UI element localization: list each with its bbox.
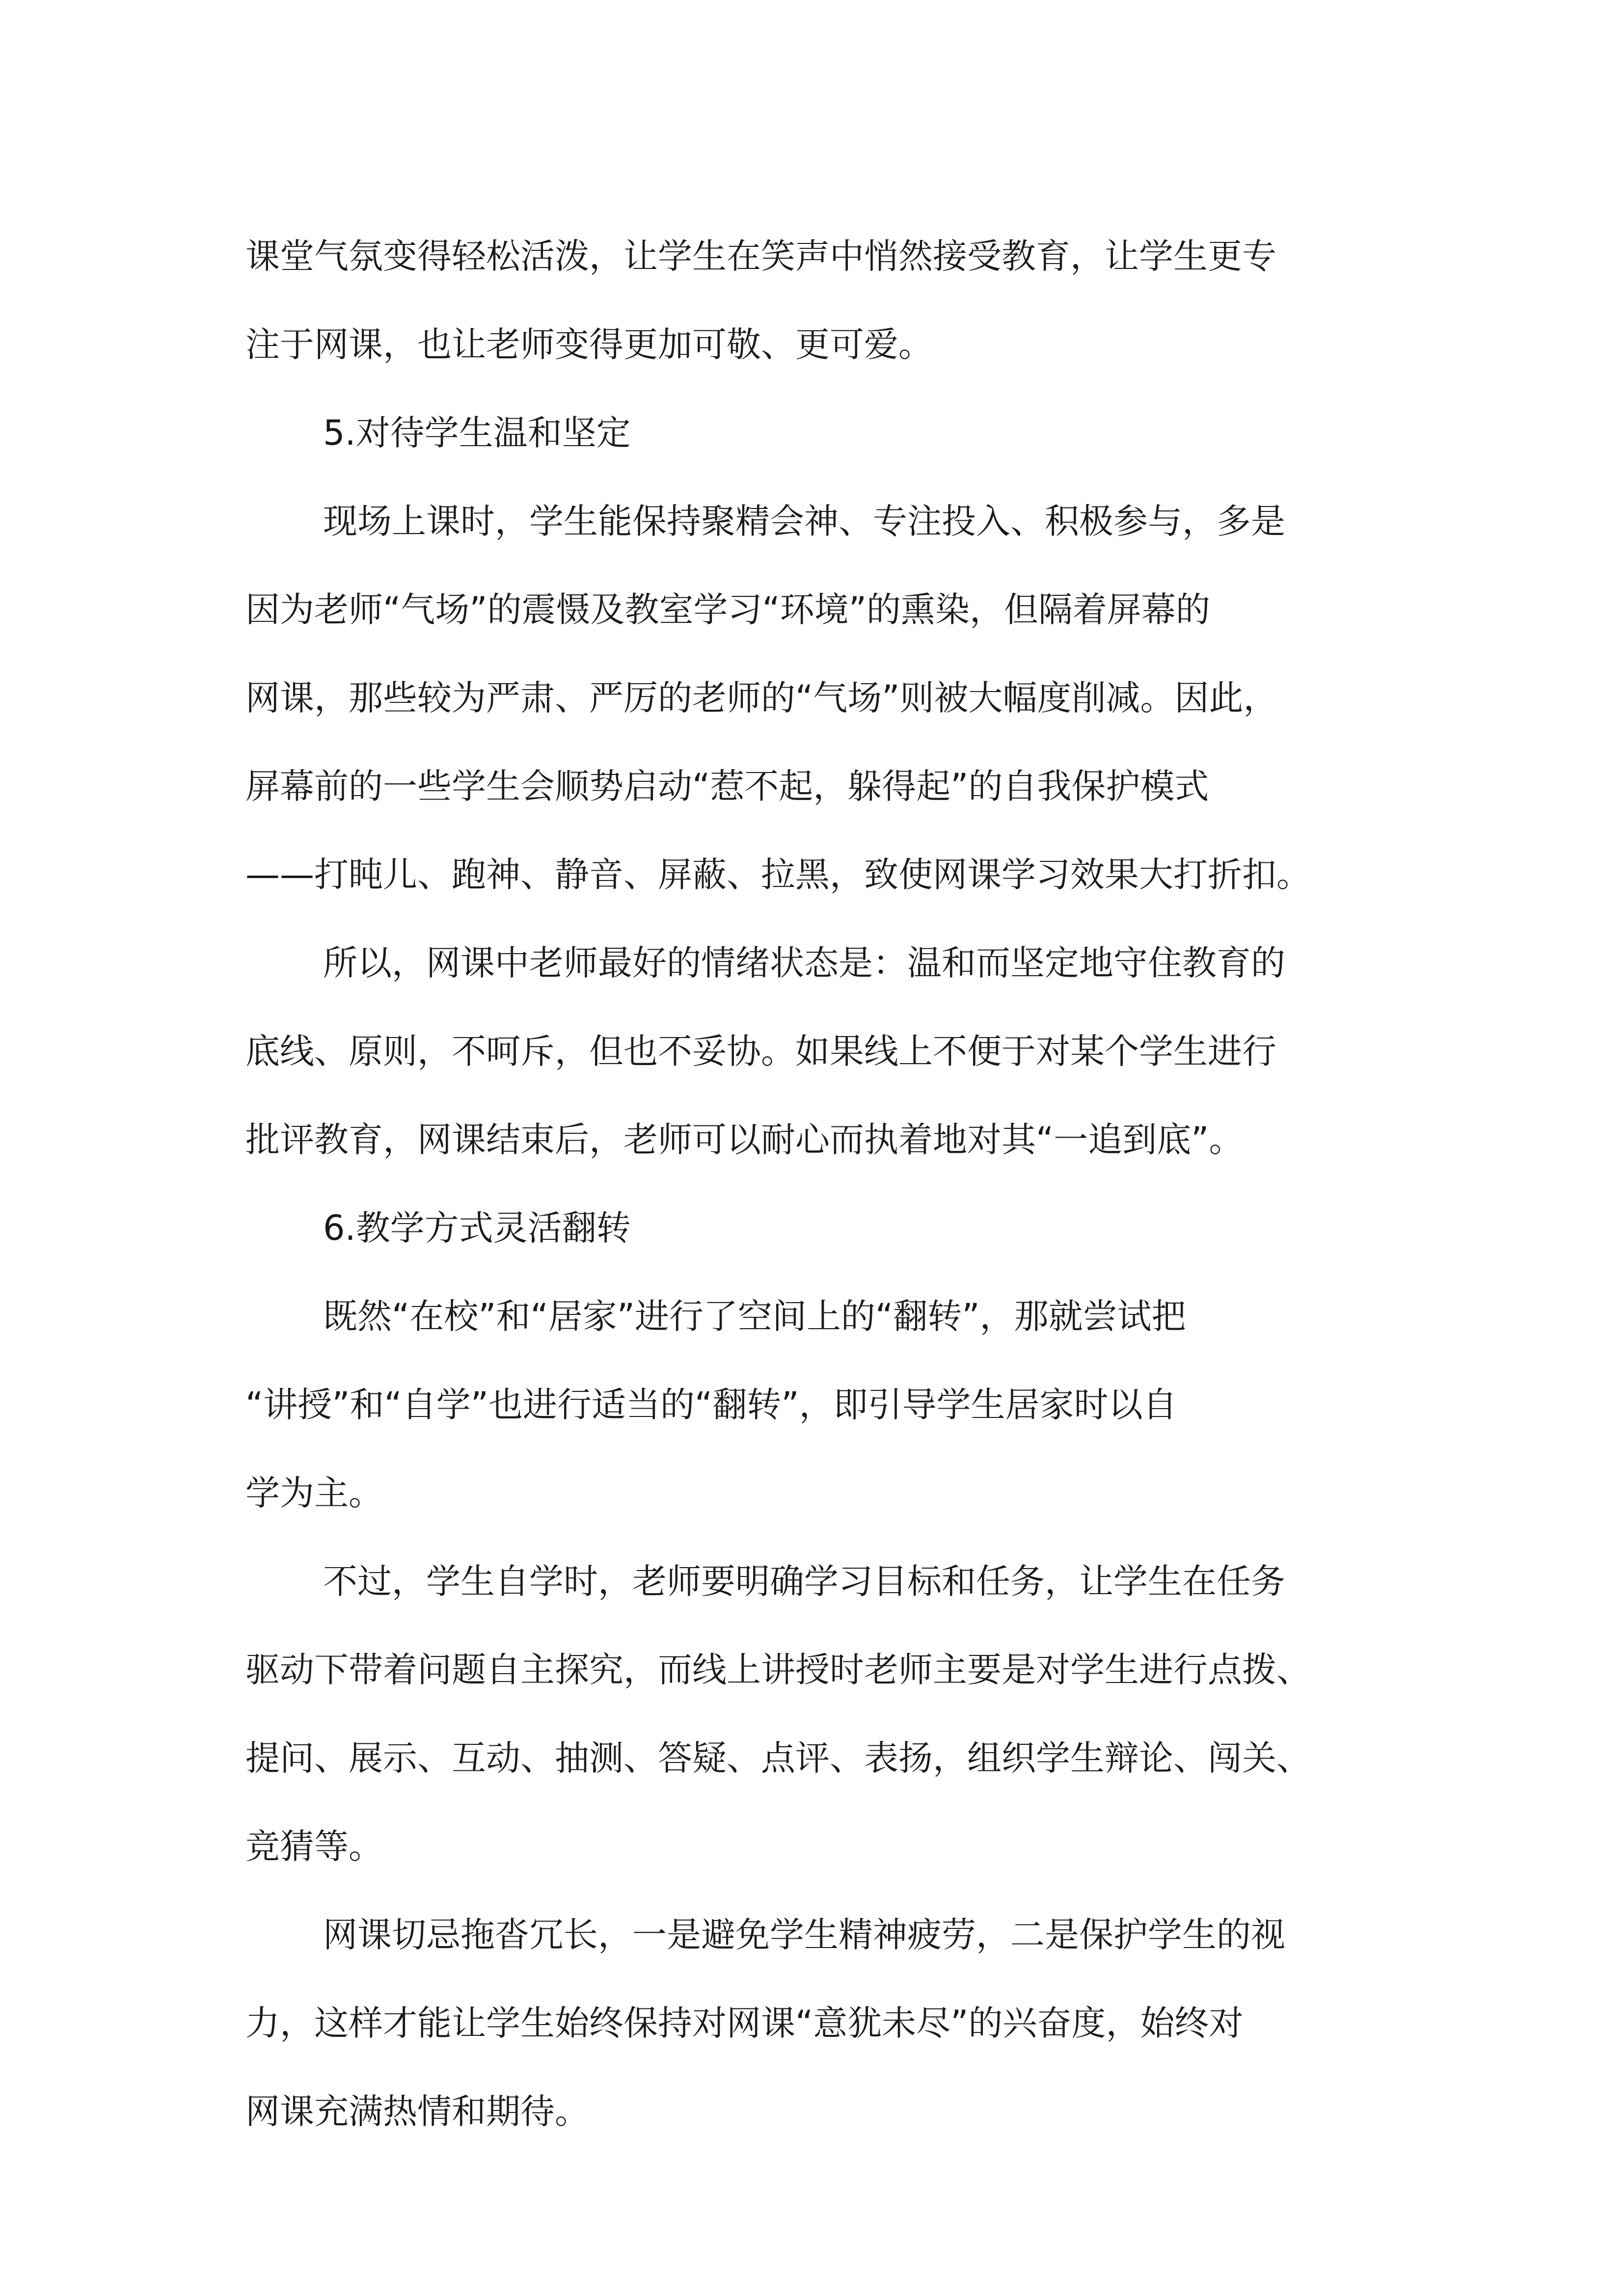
text-line: 课堂气氛变得轻松活泼，让学生在笑声中悄然接受教育，让学生更专 [245, 236, 1276, 276]
text-line: 网课充满热情和期待。 [245, 2091, 589, 2132]
document-body [245, 212, 1394, 2156]
text-line: 驱动下带着问题自主探究，而线上讲授时老师主要是对学生进行点拨、 [245, 1650, 1311, 1690]
text-line: 力，这样才能让学生始终保持对网课“意犹未尽”的兴奋度，始终对 [245, 2003, 1244, 2043]
text-line: 所以，网课中老师最好的情绪状态是：温和而坚定地守住教育的 [323, 943, 1285, 983]
text-line: 因为老师“气场”的震慑及教室学习“环境”的熏染，但隔着屏幕的 [245, 589, 1211, 630]
text-line: 屏幕前的一些学生会顺势启动“惹不起，躲得起”的自我保护模式 [245, 766, 1209, 806]
section-heading: 5.对待学生温和坚定 [323, 413, 631, 453]
text-line: 网课，那些较为严肃、严厉的老师的“气场”则被大幅度削减。因此， [245, 678, 1278, 718]
text-line: 学为主。 [245, 1473, 383, 1513]
text-line: “讲授”和“自学”也进行适当的“翻转”，即引导学生居家时以自 [245, 1385, 1177, 1425]
text-line: ——打盹儿、跑神、静音、屏蔽、拉黑，致使网课学习效果大打折扣。 [245, 854, 1311, 895]
text-line: 注于网课，也让老师变得更加可敬、更可爱。 [245, 324, 933, 365]
section-heading: 6.教学方式灵活翻转 [323, 1208, 631, 1248]
text-line: 不过，学生自学时，老师要明确学习目标和任务，让学生在任务 [323, 1561, 1285, 1602]
text-line: 提问、展示、互动、抽测、答疑、点评、表扬，组织学生辩论、闯关、 [245, 1738, 1311, 1778]
text-line: 底线、原则，不呵斥，但也不妥协。如果线上不便于对某个学生进行 [245, 1031, 1276, 1071]
text-line: 网课切忌拖沓冗长，一是避免学生精神疲劳，二是保护学生的视 [323, 1915, 1285, 1955]
text-line: 竞猜等。 [245, 1826, 383, 1867]
text-line: 既然“在校”和“居家”进行了空间上的“翻转”，那就尝试把 [323, 1296, 1186, 1336]
text-line: 批评教育，网课结束后，老师可以耐心而执着地对其“一追到底”。 [245, 1120, 1244, 1160]
text-line: 现场上课时，学生能保持聚精会神、专注投入、积极参与，多是 [323, 501, 1285, 541]
